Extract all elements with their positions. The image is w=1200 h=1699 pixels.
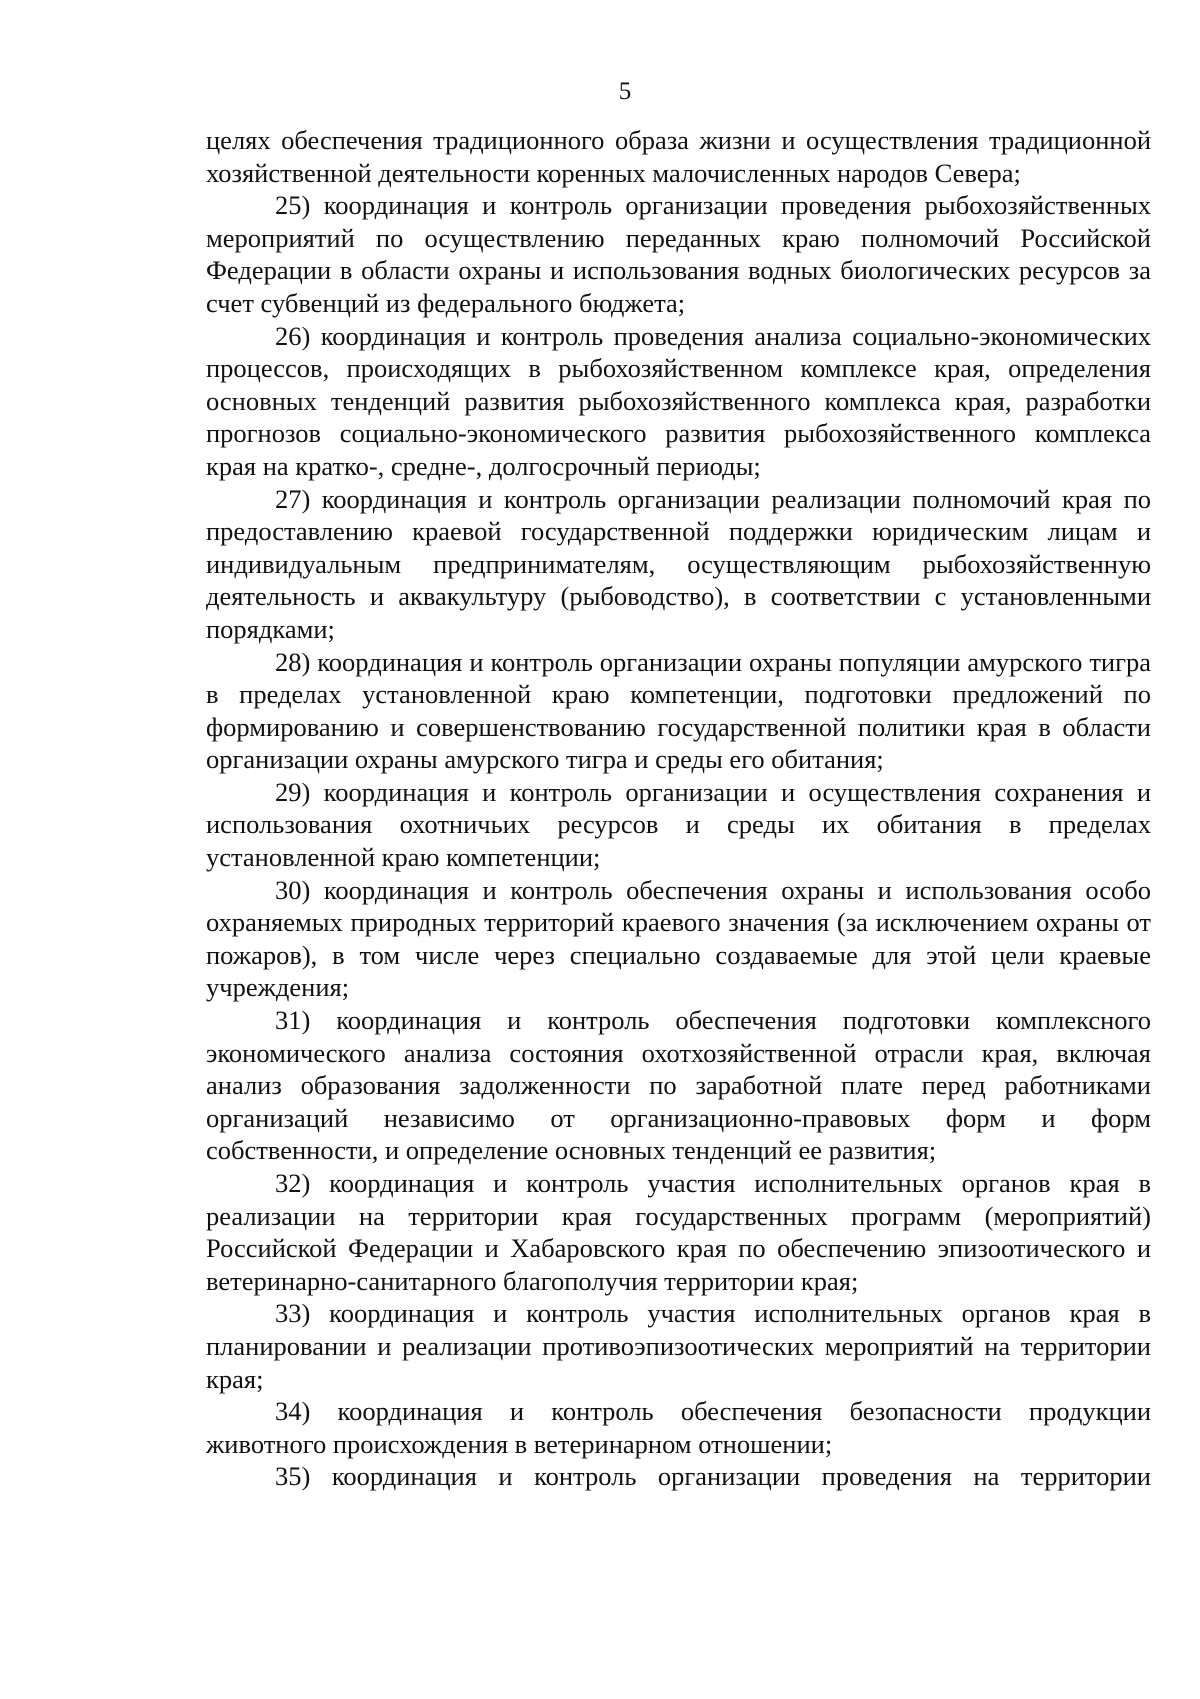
paragraph-item-26: 26) координация и контроль проведения анализа социально-экономических процессов, происходящих в рыбохозяйственном комплексе края, определения основных тенденций развития рыбохозяйственного комплекса края, разработки прогнозов социально-экономического развития рыбохозяйственного комплекса края на кратко-, средне-, долгосрочный периоды;	[206, 320, 1151, 481]
paragraph-item-28: 28) координация и контроль организации охраны популяции амурского тигра в пределах установленной краю компетенции, подготовки предложений по формированию и совершенствованию государственной политики края в области организации охраны амурского тигра и среды его обитания;	[206, 646, 1151, 775]
paragraph-item-31: 31) координация и контроль обеспечения подготовки комплексного экономического анализа состояния охотхозяйственной отрасли края, включая анализ образования задолженности по заработной плате перед работниками организаций независимо от организационно-правовых форм и форм собственности, и определение основных тенденций ее развития;	[206, 1005, 1151, 1166]
paragraph-item-35: 35) координация и контроль организации проведения на территории	[275, 1461, 1151, 1492]
paragraph-item-29: 29) координация и контроль организации и осуществления сохранения и использования охотничьих ресурсов и среды их обитания в пределах установленной краю компетенции;	[206, 776, 1151, 873]
page-number: 5	[618, 78, 632, 105]
paragraph-continuation: целях обеспечения традиционного образа жизни и осуществления традиционной хозяйственной деятельности коренных малочисленных народов Севера;	[206, 125, 1151, 188]
paragraph-item-33: 33) координация и контроль участия исполнительных органов края в планировании и реализации противоэпизоотических мероприятий на территории края;	[206, 1298, 1151, 1394]
paragraph-item-27: 27) координация и контроль организации реализации полномочий края по предоставлению краевой государственной поддержки юридическим лицам и индивидуальным предпринимателям, осуществляющим рыбохозяйственную деятельность и аквакультуру (рыбоводство), в соответствии с установленными порядками;	[206, 483, 1151, 644]
paragraph-item-32: 32) координация и контроль участия исполнительных органов края в реализации на территории края государственных программ (мероприятий) Российской Федерации и Хабаровского края по обеспечению эпизоотического и ветеринарно-санитарного благополучия территории края;	[206, 1168, 1151, 1296]
paragraph-item-34: 34) координация и контроль обеспечения безопасности продукции животного происхождения в ветеринарном отношении;	[206, 1396, 1151, 1459]
paragraph-item-25: 25) координация и контроль организации проведения рыбохозяйственных мероприятий по осуществлению переданных краю полномочий Российской Федерации в области охраны и использования водных биологических ресурсов за счет субвенций из федерального бюджета;	[206, 190, 1151, 318]
document-body	[206, 124, 1151, 1493]
paragraph-item-30: 30) координация и контроль обеспечения охраны и использования особо охраняемых природных территорий краевого значения (за исключением охраны от пожаров), в том числе через специально создаваемые для этой цели краевые учреждения;	[206, 874, 1151, 1003]
